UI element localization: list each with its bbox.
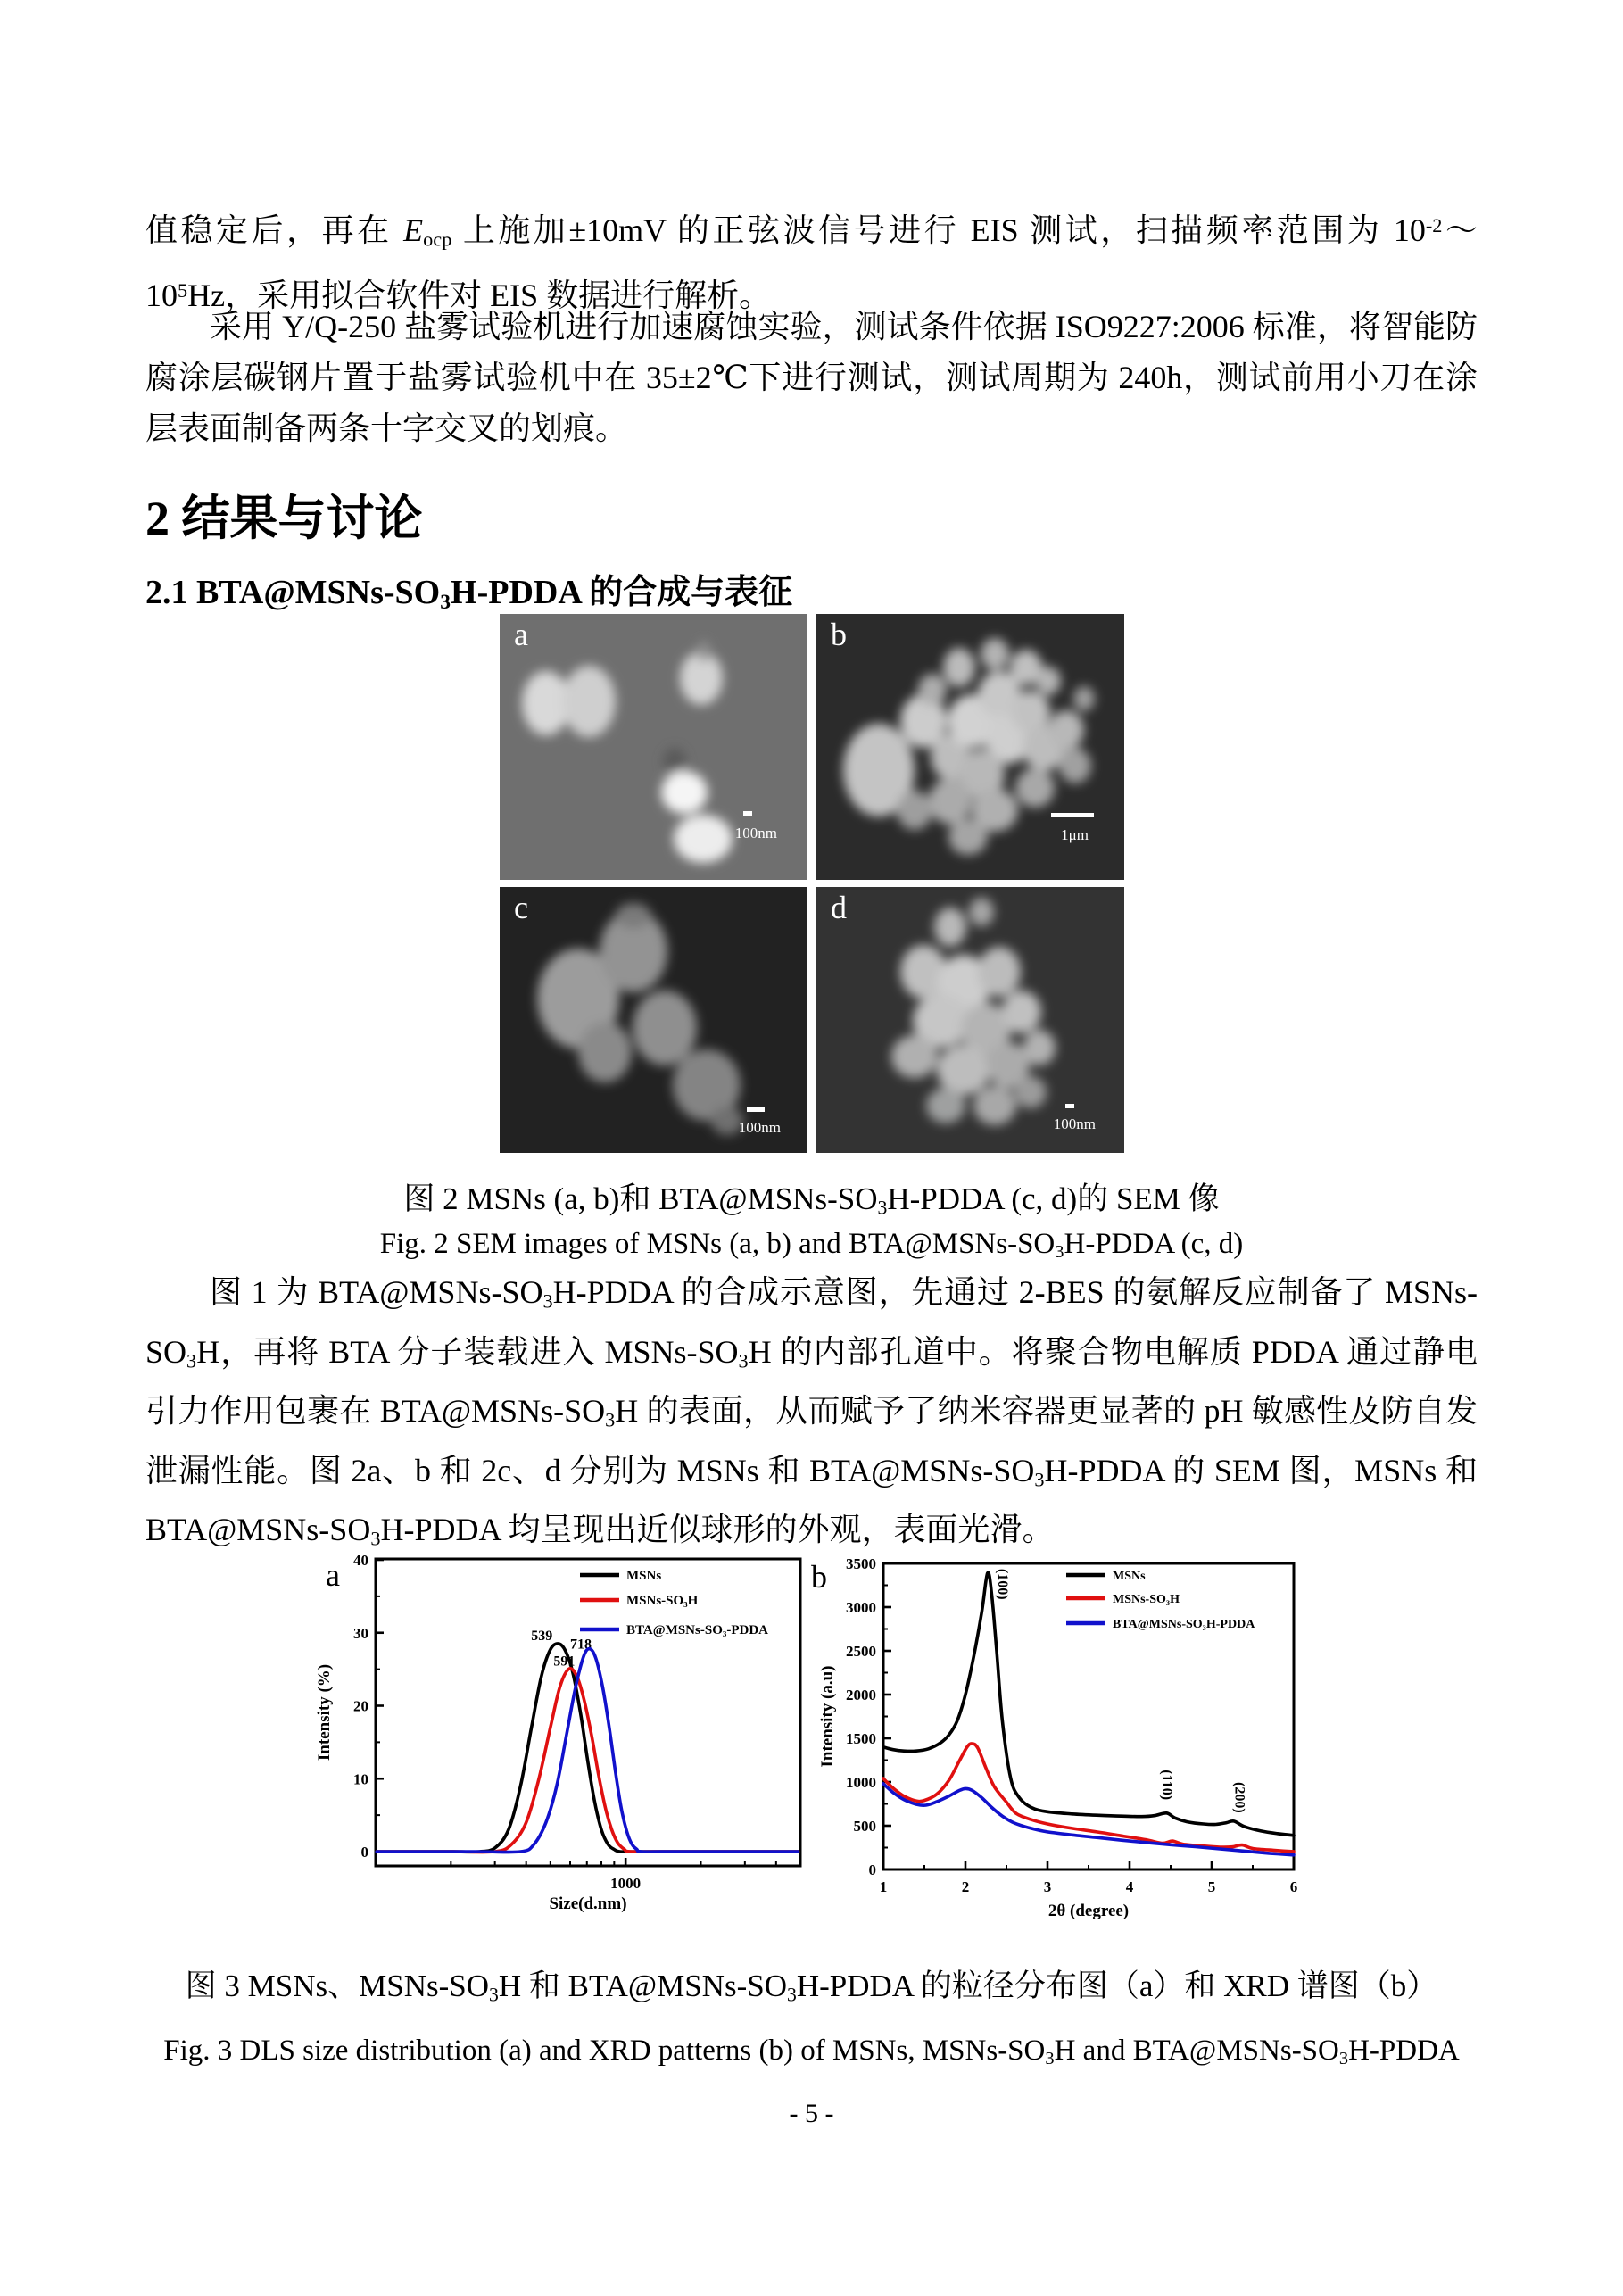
svg-text:2: 2 bbox=[961, 1878, 970, 1895]
chart-xrd-patterns bbox=[807, 1548, 1359, 1934]
svg-text:b: b bbox=[811, 1559, 827, 1595]
scale-bar bbox=[1065, 1104, 1074, 1108]
figure2-caption-en: Fig. 2 SEM images of MSNs (a, b) and $BTA@MSNs-SO_3H$-PDDA (c, d) bbox=[379, 1228, 1244, 1263]
svg-text:MSNs-SO₃H: MSNs-SO₃H bbox=[1113, 1593, 1180, 1606]
svg-text:MSNs: MSNs bbox=[626, 1569, 662, 1583]
scale-bar bbox=[747, 1107, 765, 1112]
chart-dls-size-distribution bbox=[299, 1554, 812, 1928]
svg-text:500: 500 bbox=[853, 1818, 876, 1835]
svg-text:1: 1 bbox=[879, 1878, 888, 1895]
svg-text:10: 10 bbox=[353, 1770, 368, 1788]
svg-text:5: 5 bbox=[1207, 1878, 1216, 1895]
svg-text:3000: 3000 bbox=[846, 1599, 876, 1616]
svg-text:3: 3 bbox=[1043, 1878, 1052, 1895]
svg-text:539: 539 bbox=[531, 1628, 553, 1644]
panel-letter-c: c bbox=[514, 890, 528, 925]
svg-text:MSNs-SO₃H: MSNs-SO₃H bbox=[626, 1594, 699, 1608]
svg-text:2θ (degree): 2θ (degree) bbox=[1047, 1902, 1130, 1920]
svg-text:Intensity (%): Intensity (%) bbox=[315, 1663, 334, 1761]
svg-text:BTA@MSNs-SO₃H-PDDA: BTA@MSNs-SO₃H-PDDA bbox=[1113, 1618, 1255, 1631]
scale-label: 100nm bbox=[738, 1119, 781, 1136]
svg-text:(200): (200) bbox=[1231, 1782, 1247, 1813]
sem-image-d bbox=[816, 887, 1124, 1153]
svg-text:718: 718 bbox=[569, 1637, 592, 1653]
svg-text:3500: 3500 bbox=[846, 1555, 876, 1572]
svg-text:BTA@MSNs-SO₃-PDDA: BTA@MSNs-SO₃-PDDA bbox=[626, 1623, 769, 1637]
sem-panel-d bbox=[816, 887, 1124, 1153]
paragraph-salt-spray: 采用 Y/Q-250 盐雾试验机进行加速腐蚀实验，测试条件依据 ISO9227:2006 标准，将智能防腐涂层碳钢片置于盐雾试验机中在 35±2℃下进行测试，测试周期为 240h，测试前用小刀在涂层表面制备两条十字交叉的划痕。 bbox=[145, 309, 1478, 446]
scale-bar bbox=[1051, 813, 1094, 817]
svg-text:2500: 2500 bbox=[846, 1643, 876, 1660]
svg-text:1500: 1500 bbox=[846, 1730, 876, 1747]
sem-panel-a bbox=[500, 614, 807, 880]
svg-text:(110): (110) bbox=[1158, 1770, 1174, 1801]
panel-letter-a: a bbox=[514, 617, 528, 652]
svg-text:(100): (100) bbox=[994, 1568, 1010, 1600]
scale-bar bbox=[743, 811, 752, 816]
figure3-caption-zh: 图 3 MSNs、MSNs-$SO_3H$ 和 $BTA@MSNs-SO_3H$-PDDA 的粒径分布图（a）和 XRD 谱图（b） bbox=[185, 1969, 1438, 2006]
sem-panel-b bbox=[816, 614, 1124, 880]
svg-text:0: 0 bbox=[868, 1861, 876, 1878]
scale-label: 100nm bbox=[1053, 1115, 1096, 1132]
svg-text:Intensity (a.u): Intensity (a.u) bbox=[818, 1665, 837, 1768]
scale-label: 1μm bbox=[1061, 826, 1089, 843]
sem-image-c bbox=[500, 887, 807, 1153]
figure3-caption-en: Fig. 3 DLS size distribution (a) and XRD patterns (b) of MSNs, MSNs-$SO_3H$ and $BTA@MSNs-SO_3H$-PDDA bbox=[163, 2035, 1460, 2069]
svg-text:1000: 1000 bbox=[610, 1875, 642, 1892]
svg-text:MSNs: MSNs bbox=[1113, 1570, 1146, 1583]
subsection-heading: 2.1 $BTA@MSNs-SO_3H$-PDDA 的合成与表征 bbox=[145, 574, 793, 614]
svg-text:a: a bbox=[326, 1557, 340, 1593]
paragraph-synthesis: 图 1 为 $BTA@MSNs-SO_3H$-PDDA 的合成示意图，先通过 2-BES 的氨解反应制备了 MSNs-$SO_3H$，再将 BTA 分子装载进入 MSNs-$SO_3H$ 的内部孔道中。将聚合物电解质 PDDA 通过静电引力作用包裹在 $BTA@MSNs-SO_3H$ 的表面，从而赋予了纳米容器更显著的 pH 敏感性及防自发泄漏性能。图 2a、b 和 2c、d 分别为 MSNs 和 $BTA@MSNs-SO_3H$-PDDA 的 SEM 图，MSNs 和 $BTA@MSNs-SO_3H$-PDDA 均呈现出近似球形的外观，表面光滑。 bbox=[145, 1274, 1478, 1550]
svg-text:20: 20 bbox=[353, 1697, 368, 1715]
scale-label: 100nm bbox=[734, 825, 777, 841]
section-heading: 2 结果与讨论 bbox=[145, 492, 423, 545]
figure2-sem-grid bbox=[500, 614, 1124, 1156]
page-number: - 5 - bbox=[789, 2099, 834, 2128]
svg-text:591: 591 bbox=[553, 1654, 576, 1670]
sem-panel-c bbox=[500, 887, 807, 1153]
panel-letter-d: d bbox=[831, 890, 847, 925]
svg-text:2000: 2000 bbox=[846, 1687, 876, 1703]
svg-text:1000: 1000 bbox=[846, 1774, 876, 1791]
svg-text:6: 6 bbox=[1289, 1878, 1298, 1895]
svg-text:4: 4 bbox=[1125, 1878, 1134, 1895]
svg-text:30: 30 bbox=[353, 1624, 368, 1642]
svg-text:Size(d.nm): Size(d.nm) bbox=[549, 1894, 627, 1913]
panel-letter-b: b bbox=[831, 617, 847, 652]
figure2-caption-zh: 图 2 MSNs (a, b)和 $BTA@MSNs-SO_3H$-PDDA (c, d)的 SEM 像 bbox=[403, 1181, 1220, 1219]
paragraph-eis-test: 值稳定后，再在 $E_{ocp}$ 上施加±10mV 的正弦波信号进行 EIS 测试，扫描频率范围为 $10^{-2}\sim 10^5Hz$，采用拟合软件对 EIS 数据进行解析。 bbox=[145, 212, 1478, 313]
svg-text:0: 0 bbox=[360, 1844, 368, 1861]
svg-text:40: 40 bbox=[353, 1552, 368, 1569]
